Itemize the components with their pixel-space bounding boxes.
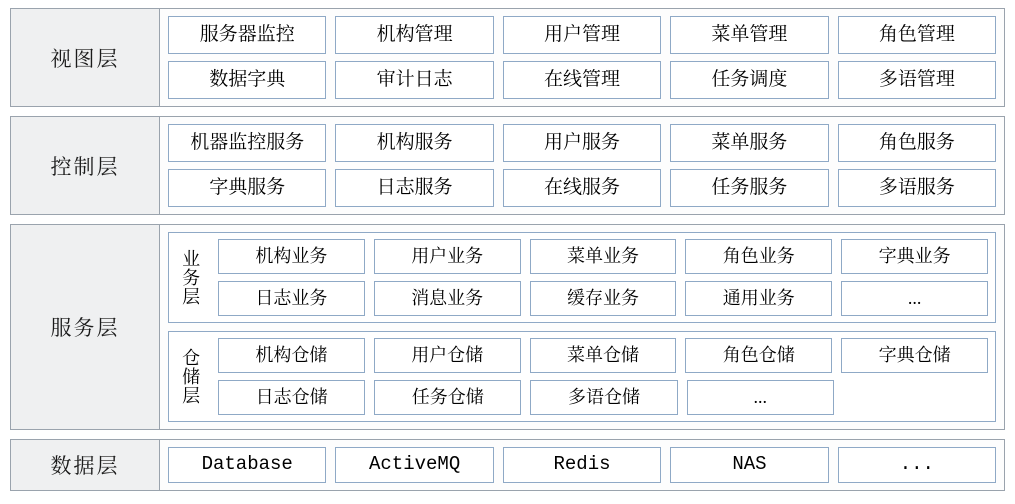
repository-item-spacer: [843, 380, 988, 415]
layer-view-row-1: [168, 16, 996, 54]
layer-view: [10, 8, 1005, 107]
data-item-redis[interactable]: Redis: [503, 447, 661, 483]
layer-data-label: 数据层: [11, 440, 160, 490]
subgroup-business-row-1: [218, 239, 988, 274]
subgroup-repository-row-2: [218, 380, 988, 415]
view-item-multilingual-management[interactable]: 多语管理: [838, 61, 996, 99]
subgroup-repository: [168, 331, 996, 422]
subgroup-repository-body: [211, 332, 995, 421]
business-item-more[interactable]: ...: [841, 281, 988, 316]
control-item-log-service[interactable]: 日志服务: [335, 169, 493, 207]
subgroup-business-body: [211, 233, 995, 322]
view-item-user-management[interactable]: 用户管理: [503, 16, 661, 54]
control-item-machine-monitor-service[interactable]: 机器监控服务: [168, 124, 326, 162]
control-item-online-service[interactable]: 在线服务: [503, 169, 661, 207]
layer-control-body: [160, 117, 1004, 214]
view-item-online-management[interactable]: 在线管理: [503, 61, 661, 99]
repository-item-task[interactable]: 任务仓储: [374, 380, 521, 415]
layer-control-row-1: [168, 124, 996, 162]
business-item-user[interactable]: 用户业务: [374, 239, 521, 274]
repository-item-dictionary[interactable]: 字典仓储: [841, 338, 988, 373]
data-item-nas[interactable]: NAS: [670, 447, 828, 483]
business-item-role[interactable]: 角色业务: [685, 239, 832, 274]
layer-data: [10, 439, 1005, 491]
view-item-server-monitor[interactable]: 服务器监控: [168, 16, 326, 54]
repository-item-multilingual[interactable]: 多语仓储: [530, 380, 677, 415]
layer-data-body: [160, 440, 1004, 490]
view-item-org-management[interactable]: 机构管理: [335, 16, 493, 54]
layer-service: [10, 224, 1005, 430]
layer-control-label: 控制层: [11, 117, 160, 214]
view-item-data-dictionary[interactable]: 数据字典: [168, 61, 326, 99]
repository-item-role[interactable]: 角色仓储: [685, 338, 832, 373]
data-item-activemq[interactable]: ActiveMQ: [335, 447, 493, 483]
repository-item-more[interactable]: ...: [687, 380, 834, 415]
layer-view-row-2: [168, 61, 996, 99]
data-item-more[interactable]: ...: [838, 447, 996, 483]
subgroup-repository-label: 仓储层: [180, 348, 201, 405]
repository-item-org[interactable]: 机构仓储: [218, 338, 365, 373]
business-item-dictionary[interactable]: 字典业务: [841, 239, 988, 274]
view-item-menu-management[interactable]: 菜单管理: [670, 16, 828, 54]
subgroup-business-row-2: [218, 281, 988, 316]
business-item-menu[interactable]: 菜单业务: [530, 239, 677, 274]
control-item-dictionary-service[interactable]: 字典服务: [168, 169, 326, 207]
business-item-org[interactable]: 机构业务: [218, 239, 365, 274]
control-item-role-service[interactable]: 角色服务: [838, 124, 996, 162]
layer-control-row-2: [168, 169, 996, 207]
layer-service-label: 服务层: [11, 225, 160, 429]
control-item-user-service[interactable]: 用户服务: [503, 124, 661, 162]
control-item-menu-service[interactable]: 菜单服务: [670, 124, 828, 162]
view-item-audit-log[interactable]: 审计日志: [335, 61, 493, 99]
view-item-task-scheduling[interactable]: 任务调度: [670, 61, 828, 99]
layer-view-label: 视图层: [11, 9, 160, 106]
subgroup-repository-row-1: [218, 338, 988, 373]
control-item-multilingual-service[interactable]: 多语服务: [838, 169, 996, 207]
business-item-message[interactable]: 消息业务: [374, 281, 521, 316]
repository-item-user[interactable]: 用户仓储: [374, 338, 521, 373]
control-item-org-service[interactable]: 机构服务: [335, 124, 493, 162]
business-item-common[interactable]: 通用业务: [685, 281, 832, 316]
subgroup-business-label: 业务层: [180, 249, 201, 306]
layer-service-body: [160, 225, 1004, 429]
view-item-role-management[interactable]: 角色管理: [838, 16, 996, 54]
repository-item-menu[interactable]: 菜单仓储: [530, 338, 677, 373]
subgroup-business: [168, 232, 996, 323]
layer-control: [10, 116, 1005, 215]
repository-item-log[interactable]: 日志仓储: [218, 380, 365, 415]
control-item-task-service[interactable]: 任务服务: [670, 169, 828, 207]
business-item-cache[interactable]: 缓存业务: [530, 281, 677, 316]
business-item-log[interactable]: 日志业务: [218, 281, 365, 316]
data-item-database[interactable]: Database: [168, 447, 326, 483]
layer-view-body: [160, 9, 1004, 106]
